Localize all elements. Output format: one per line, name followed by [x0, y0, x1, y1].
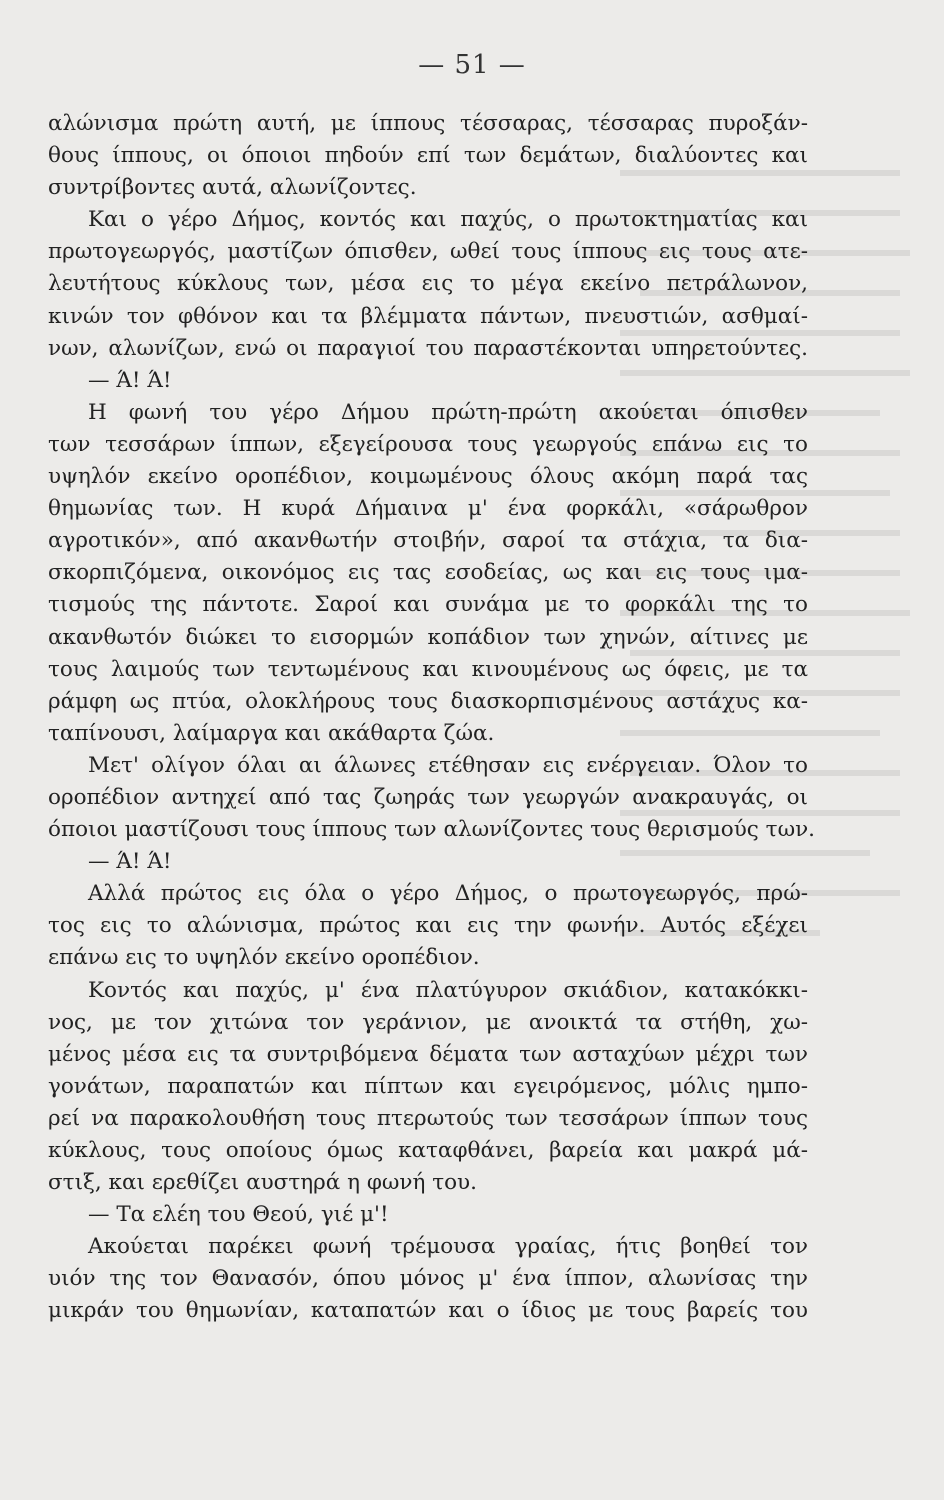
- text-line: αλώνισμα πρώτη αυτή, με ίππους τέσσαρας, τέσσαρας πυροξάν-: [48, 111, 808, 136]
- text-line: ράμφη ως πτύα, ολοκλήρους τους διασκορπισμένους αστάχυς κα-: [48, 688, 808, 714]
- text-line: οροπέδιον αντηχεί από τας ζωηράς των γεωργών ανακραυγάς, οι: [48, 784, 808, 810]
- text-line: τισμούς της πάντοτε. Σαροί και συνάμα με το φορκάλι της το: [48, 592, 808, 618]
- text-line: μικράν του θημωνίαν, καταπατών και ο ίδιος με τους βαρείς του: [48, 1298, 808, 1324]
- text-line: αγροτικόν», από ακανθωτήν στοιβήν, σαροί τα στάχια, τα δια-: [48, 528, 808, 554]
- page-number: — 51 —: [418, 50, 526, 80]
- dialogue-line: — Ά! Ά!: [88, 849, 172, 875]
- text-line: υιόν της τον Θανασόν, όπου μόνος μ' ένα ίππον, αλωνίσας την: [48, 1266, 808, 1292]
- text-line: μένος μέσα εις τα συντριβόμενα δέματα των ασταχύων μέχρι των: [48, 1041, 808, 1067]
- text-line: ακανθωτόν διώκει το εισορμών κοπάδιον των χηνών, αίτινες με: [48, 624, 808, 650]
- text-line: όποιοι μαστίζουσι τους ίππους των αλωνίζοντες τους θερισμούς των.: [48, 817, 816, 843]
- text-line: στιξ, και ερεθίζει αυστηρά η φωνή του.: [48, 1170, 477, 1196]
- text-line: σκορπιζόμενα, οικονόμος εις τας εσοδείας, ως και εις τους ιμα-: [48, 560, 808, 586]
- text-line: Μετ' ολίγον όλαι αι άλωνες ετέθησαν εις ενέργειαν. Όλον το: [88, 752, 808, 778]
- text-line: υψηλόν εκείνο οροπέδιον, κοιμωμένους όλους ακόμη παρά τας: [48, 464, 808, 490]
- text-line: τους λαιμούς των τεντωμένους και κινουμένους ως όφεις, με τα: [48, 656, 808, 682]
- text-line: κινών τον φθόνον και τα βλέμματα πάντων, πνευστιών, ασθμαί-: [48, 303, 808, 329]
- text-line: Και ο γέρο Δήμος, κοντός και παχύς, ο πρωτοκτηματίας και: [88, 207, 808, 233]
- text-line: λευτήτους κύκλους των, μέσα εις το μέγα εκείνο πετράλωνον,: [48, 271, 808, 297]
- text-line: συντρίβοντες αυτά, αλωνίζοντες.: [48, 175, 417, 201]
- text-line: νος, με τον χιτώνα τον γεράνιον, με ανοικτά τα στήθη, χω-: [48, 1009, 808, 1035]
- text-line: Ακούεται παρέκει φωνή τρέμουσα γραίας, ήτις βοηθεί τον: [88, 1234, 808, 1260]
- text-line: Κοντός και παχύς, μ' ένα πλατύγυρον σκιάδιον, κατακόκκι-: [88, 977, 808, 1003]
- text-line: Αλλά πρώτος εις όλα ο γέρο Δήμος, ο πρωτογεωργός, πρώ-: [88, 881, 808, 907]
- body-text: [48, 108, 816, 1328]
- text-line: κύκλους, τους οποίους όμως καταφθάνει, βαρεία και μακρά μά-: [48, 1138, 808, 1163]
- text-line: γονάτων, παραπατών και πίπτων και εγειρόμενος, μόλις ημπο-: [48, 1073, 808, 1099]
- text-line: θους ίππους, οι όποιοι πηδούν επί των δεμάτων, διαλύοντες και: [48, 143, 808, 169]
- text-line: νων, αλωνίζων, ενώ οι παραγιοί του παραστέκονται υπηρετούντες.: [48, 335, 808, 361]
- text-line: θημωνίας των. Η κυρά Δήμαινα μ' ένα φορκάλι, «σάρωθρον: [48, 496, 808, 522]
- text-line: πρωτογεωργός, μαστίζων όπισθεν, ωθεί τους ίππους εις τους ατε-: [48, 239, 808, 265]
- text-line: Η φωνή του γέρο Δήμου πρώτη-πρώτη ακούεται όπισθεν: [88, 399, 808, 425]
- text-line: τος εις το αλώνισμα, πρώτος και εις την φωνήν. Αυτός εξέχει: [48, 913, 808, 939]
- text-line: ρεί να παρακολουθήση τους πτερωτούς των τεσσάρων ίππων τους: [48, 1105, 808, 1131]
- dialogue-line: — Τα ελέη του Θεού, γιέ μ'!: [88, 1202, 389, 1228]
- text-line: των τεσσάρων ίππων, εξεγείρουσα τους γεωργούς επάνω εις το: [48, 431, 808, 457]
- text-line: ταπίνουσι, λαίμαργα και ακάθαρτα ζώα.: [48, 720, 495, 746]
- dialogue-line: — Ά! Ά!: [88, 367, 172, 393]
- text-line: επάνω εις το υψηλόν εκείνο οροπέδιον.: [48, 945, 480, 971]
